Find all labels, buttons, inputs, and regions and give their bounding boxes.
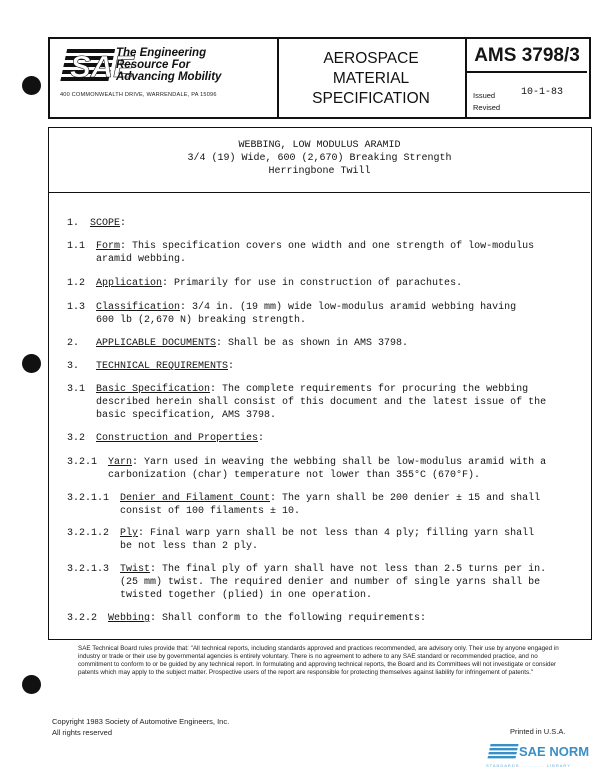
printed-in: Printed in U.S.A. [510, 727, 566, 736]
section-heading: SCOPE [90, 218, 121, 229]
tagline-line: The Engineering [116, 47, 207, 59]
spec-number-block [465, 39, 589, 117]
section-ply-text: be not less than 2 ply. [120, 541, 259, 552]
section-number: 1.1 [67, 241, 86, 252]
section-denier-filament: Denier and Filament Count: The yarn shall be 200 denier ± 15 and shall [120, 493, 541, 504]
section-twist-text: (25 mm) twist. The required denier and number of single yarns shall be [120, 577, 541, 588]
section-heading: TECHNICAL REQUIREMENTS [96, 361, 229, 372]
sae-address: 400 COMMONWEALTH DRIVE, WARRENDALE, PA 15096 [60, 92, 217, 98]
title-line-2: 3/4 (19) Wide, 600 (2,670) Breaking Strength [187, 153, 452, 164]
section-heading: Classification [96, 302, 181, 313]
section-twist: Twist: The final ply of yarn shall have not less than 2.5 turns per in. [120, 564, 547, 575]
tagline-line: Resource For [116, 59, 191, 71]
sae-logo [62, 45, 134, 85]
title-line-1: WEBBING, LOW MODULUS ARAMID [238, 140, 401, 151]
section-classification-text: 600 lb (2,670 N) breaking strength. [96, 315, 307, 326]
spec-type-line: SPECIFICATION [312, 90, 430, 107]
section-form-text: aramid webbing. [96, 254, 187, 265]
section-application: Application: Primarily for use in construction of parachutes. [96, 278, 463, 289]
sae-logo-text: SAE [70, 49, 134, 84]
section-number: 3.1 [67, 384, 86, 395]
section-number: 3. [67, 361, 80, 372]
ams-number: AMS 3798/3 [467, 41, 587, 73]
punch-hole-top [22, 76, 41, 95]
section-construction-properties: Construction and Properties: [96, 433, 265, 444]
section-number: 3.2.1 [67, 457, 98, 468]
section-ply: Ply: Final warp yarn shall be not less than 4 ply; filling yarn shall [120, 528, 535, 539]
sae-norm-logo-text: SAE NORM [519, 744, 590, 759]
section-number: 3.2.1.2 [67, 528, 110, 539]
section-yarn-text: carbonization (char) temperature not lower than 355°C (670°F). [108, 470, 481, 481]
copyright-block [52, 716, 229, 738]
section-heading: Ply [120, 528, 139, 539]
section-heading: Basic Specification [96, 384, 211, 395]
issued-label: Issued [473, 91, 496, 100]
title-line-3: Herringbone Twill [268, 166, 371, 177]
sae-norm-subtitle: STANDARDS ........... LIBRARY [486, 763, 571, 768]
section-number: 3.2.1.1 [67, 493, 110, 504]
tagline-line: Advancing Mobility [116, 71, 222, 83]
punch-hole-middle [22, 354, 41, 373]
section-heading: Twist [120, 564, 151, 575]
section-denier-filament-text: consist of 100 filaments ± 10. [120, 506, 301, 517]
section-basic-specification-text: described herein shall consist of this document and the latest issue of the [96, 397, 547, 408]
section-heading: Form [96, 241, 121, 252]
section-number: 1.2 [67, 278, 86, 289]
sae-tagline [116, 47, 221, 83]
section-heading: Denier and Filament Count [120, 493, 271, 504]
section-number: 1.3 [67, 302, 86, 313]
section-number: 3.2 [67, 433, 86, 444]
punch-hole-bottom [22, 675, 41, 694]
section-heading: Yarn [108, 457, 133, 468]
document-header [48, 37, 591, 119]
rights-line: All rights reserved [52, 728, 113, 737]
section-number: 3.2.2 [67, 613, 98, 624]
section-heading: Webbing [108, 613, 151, 624]
copyright-line: Copyright 1983 Society of Automotive Engineers, Inc. [52, 717, 230, 726]
section-basic-specification: Basic Specification: The complete requirements for procuring the webbing [96, 384, 529, 395]
publisher-block [50, 39, 279, 117]
section-number: 2. [67, 338, 80, 349]
spec-type-line: MATERIAL [332, 70, 410, 87]
section-webbing: Webbing: Shall conform to the following requirements: [108, 613, 427, 624]
issued-date: 10-1-83 [521, 87, 564, 98]
section-heading: APPLICABLE DOCUMENTS [96, 338, 217, 349]
spec-type-block [277, 39, 467, 117]
revised-label: Revised [473, 103, 501, 112]
technical-board-note: SAE Technical Board rules provide that: "All technical reports, including standards approved and practices recommended, are advisory only. Their use by anyone engaged in industry or trade or their use by governmental agencies is entirely voluntary. There is no agreement to adhere to any SAE standard or recommended practice, and no commitment to conform to or be guided by any technical report. In formulating and approving technical reports, the Board and its Committees will not investigate or consider patents which may apply to the subject matter. Prospective users of the report are responsible for protecting themselves against liability for infringement of patents." [78, 645, 559, 677]
section-scope: SCOPE: [90, 218, 127, 229]
section-applicable-documents: APPLICABLE DOCUMENTS: Shall be as shown in AMS 3798. [96, 338, 409, 349]
section-yarn: Yarn: Yarn used in weaving the webbing shall be low-modulus aramid with a [108, 457, 547, 468]
section-form: Form: This specification covers one width and one strength of low-modulus [96, 241, 535, 252]
section-basic-specification-text: basic specification, AMS 3798. [96, 410, 277, 421]
material-title [49, 128, 590, 193]
section-heading: Construction and Properties [96, 433, 259, 444]
section-heading: Application [96, 278, 163, 289]
spec-type-line: AEROSPACE [323, 50, 419, 67]
section-scope-number: 1. [67, 218, 80, 229]
sae-norm-logo-icon [486, 742, 518, 762]
section-classification: Classification: 3/4 in. (19 mm) wide low-modulus aramid webbing having [96, 302, 517, 313]
spec-type-title [277, 49, 465, 109]
section-technical-requirements: TECHNICAL REQUIREMENTS: [96, 361, 235, 372]
section-number: 3.2.1.3 [67, 564, 110, 575]
section-twist-text: twisted together (plied) in one operation. [120, 590, 373, 601]
